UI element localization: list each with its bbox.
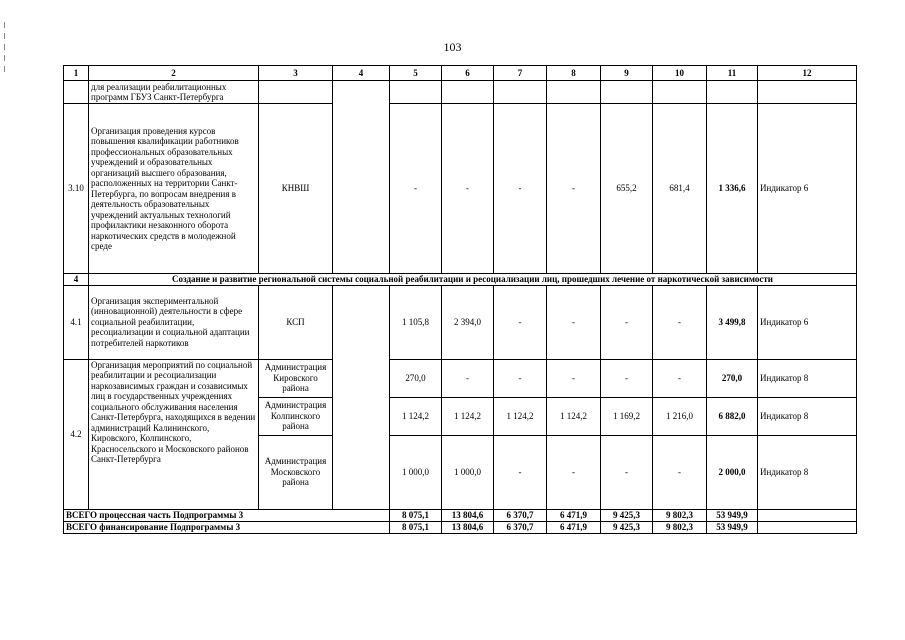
measure-name: Организация мероприятий по социальной реабилитации и ресоциализации наркозависимых граждан и созависимых лиц в государственных учреждениях социального обслуживания населения Санкт-Петербурга, находящихся в ведении администраций Калининского, Кировского, Колпинского, Красносельского и Московского районов Санкт-Петербурга <box>89 359 259 509</box>
value-col10: 681,4 <box>653 104 707 274</box>
row-number: 4.1 <box>64 285 89 359</box>
indicator: Индикатор 6 <box>758 104 857 274</box>
value-col6: 1 000,0 <box>442 435 494 509</box>
value-col5: 1 000,0 <box>390 435 442 509</box>
section-row-4 <box>64 274 857 286</box>
value-total: 270,0 <box>707 359 758 397</box>
value-col6: 2 394,0 <box>442 285 494 359</box>
total-col9: 9 425,3 <box>601 509 653 521</box>
section-number: 4 <box>64 274 89 286</box>
total-label: ВСЕГО процессная часть Подпрограммы 3 <box>64 509 390 521</box>
total-sum: 53 949,9 <box>707 509 758 521</box>
row-number: 3.10 <box>64 104 89 274</box>
table-row-3-10 <box>64 104 857 274</box>
value-col9: 655,2 <box>601 104 653 274</box>
total-col6: 13 804,6 <box>442 521 494 533</box>
value-col8: - <box>547 359 601 397</box>
measure-name: для реализации реабилитационных программ ГБУЗ Санкт-Петербурга <box>89 81 259 104</box>
total-col8: 6 471,9 <box>547 509 601 521</box>
value-col10: - <box>653 359 707 397</box>
value-col7: - <box>494 359 547 397</box>
value-total: 2 000,0 <box>707 435 758 509</box>
col-header: 12 <box>758 66 857 81</box>
table-row-4-2 <box>64 359 857 397</box>
value-col7: - <box>494 104 547 274</box>
executor: Администрация Колпинского района <box>259 397 333 435</box>
value-col7: 1 124,2 <box>494 397 547 435</box>
total-col8: 6 471,9 <box>547 521 601 533</box>
col-header: 6 <box>442 66 494 81</box>
total-col9: 9 425,3 <box>601 521 653 533</box>
measure-name: Организация экспериментальной (инновационной) деятельности в сфере социальной реабилитации, ресоциализации и социальной адаптации потребителей наркотиков <box>89 285 259 359</box>
section-title: Создание и развитие региональной системы социальной реабилитации и ресоциализации лиц, прошедших лечение от наркотической зависимости <box>89 274 857 286</box>
col-header: 1 <box>64 66 89 81</box>
total-col7: 6 370,7 <box>494 509 547 521</box>
value-col9: - <box>601 359 653 397</box>
col-header: 5 <box>390 66 442 81</box>
col-header: 10 <box>653 66 707 81</box>
value-col5: 1 105,8 <box>390 285 442 359</box>
value-col6: - <box>442 104 494 274</box>
total-label: ВСЕГО финансирование Подпрограммы 3 <box>64 521 390 533</box>
value-col8: 1 124,2 <box>547 397 601 435</box>
value-total: 3 499,8 <box>707 285 758 359</box>
page-number: 103 <box>443 40 462 54</box>
value-col6: - <box>442 359 494 397</box>
col-header: 4 <box>333 66 390 81</box>
program-table <box>63 65 857 534</box>
value-col8: - <box>547 435 601 509</box>
indicator: Индикатор 6 <box>758 285 857 359</box>
value-col10: - <box>653 435 707 509</box>
value-col5: - <box>390 104 442 274</box>
value-col9: 1 169,2 <box>601 397 653 435</box>
row-number: 4.2 <box>64 359 89 509</box>
value-total: 6 882,0 <box>707 397 758 435</box>
col-header: 9 <box>601 66 653 81</box>
value-total: 1 336,6 <box>707 104 758 274</box>
table-row-4-1 <box>64 285 857 359</box>
col-header: 2 <box>89 66 259 81</box>
col-header: 8 <box>547 66 601 81</box>
indicator: Индикатор 8 <box>758 435 857 509</box>
total-col10: 9 802,3 <box>653 521 707 533</box>
value-col5: 1 124,2 <box>390 397 442 435</box>
measure-name: Организация проведения курсов повышения квалификации работников профессиональных образовательных учреждений и образовательных организаций высшего образования, расположенных на территории Санкт-Петербурга, по вопросам внедрения в деятельность образовательных учреждений актуальных технологий профилактики незаконного оборота наркотических средств в молодежной среде <box>89 104 259 274</box>
total-col10: 9 802,3 <box>653 509 707 521</box>
header-row <box>64 66 857 81</box>
value-col8: - <box>547 104 601 274</box>
col-header: 3 <box>259 66 333 81</box>
total-row <box>64 509 857 521</box>
value-col9: - <box>601 285 653 359</box>
value-col5: 270,0 <box>390 359 442 397</box>
total-row <box>64 521 857 533</box>
executor: КСП <box>259 285 333 359</box>
total-sum: 53 949,9 <box>707 521 758 533</box>
value-col10: 1 216,0 <box>653 397 707 435</box>
total-col5: 8 075,1 <box>390 521 442 533</box>
executor: КНВШ <box>259 104 333 274</box>
table-row-continuation <box>64 81 857 104</box>
col-header: 11 <box>707 66 758 81</box>
value-col6: 1 124,2 <box>442 397 494 435</box>
value-col7: - <box>494 285 547 359</box>
value-col9: - <box>601 435 653 509</box>
total-col7: 6 370,7 <box>494 521 547 533</box>
indicator: Индикатор 8 <box>758 397 857 435</box>
col-header: 7 <box>494 66 547 81</box>
executor: Администрация Московского района <box>259 435 333 509</box>
value-col7: - <box>494 435 547 509</box>
executor: Администрация Кировского района <box>259 359 333 397</box>
total-col6: 13 804,6 <box>442 509 494 521</box>
margin-marks <box>2 22 8 122</box>
value-col8: - <box>547 285 601 359</box>
total-col5: 8 075,1 <box>390 509 442 521</box>
value-col10: - <box>653 285 707 359</box>
indicator: Индикатор 8 <box>758 359 857 397</box>
